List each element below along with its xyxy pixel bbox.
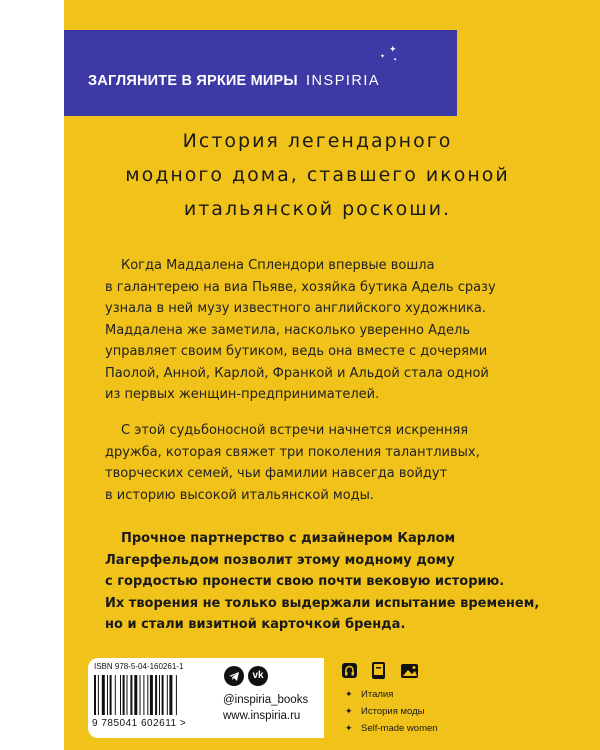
star-icon: ✦ — [345, 689, 353, 699]
website: www.inspiria.ru — [223, 710, 301, 722]
banner-brand: INSPIRIA — [306, 73, 381, 89]
tag-item — [345, 720, 438, 737]
text-line: Прочное партнерство с дизайнером Карлом — [121, 531, 456, 546]
description-paragraph-3 — [105, 528, 540, 636]
format-icons — [341, 661, 425, 685]
banner-slogan: ЗАГЛЯНИТЕ В ЯРКИЕ МИРЫ — [88, 73, 298, 89]
text-line: творческих семей, чьи фамилии навсегда войдут — [105, 466, 448, 481]
image-icon — [401, 664, 418, 678]
sparkle-icon: ✦ — [389, 45, 397, 55]
text-line: Маддалена же заметила, насколько уверенно Адель — [105, 322, 470, 338]
description-paragraph-2 — [105, 420, 535, 506]
star-icon: ✦ — [345, 723, 353, 733]
banner-text — [88, 73, 380, 89]
text-line: в историю высокой итальянской моды. — [105, 487, 375, 503]
telegram-icon — [224, 666, 244, 686]
sparkle-icon: ✦ — [380, 53, 386, 60]
star-icon: ✦ — [345, 706, 353, 716]
tag-item — [345, 703, 438, 720]
ebook-icon — [372, 662, 385, 679]
text-line: но и стали визитной карточкой бренда. — [105, 617, 406, 632]
description-paragraph-1 — [105, 255, 535, 406]
text-line: узнала в ней музу известного английского художника. — [105, 301, 487, 316]
text-line: в галантерею на виа Пьяве, хозяйка бутика Адель сразу — [105, 279, 496, 295]
genre-tags — [345, 686, 438, 737]
text-line: Когда Маддалена Сплендори впервые вошла — [121, 258, 435, 273]
tag-item — [345, 686, 438, 703]
sparkle-icon: ✦ — [393, 57, 398, 63]
text-line: дружба, которая свяжет три поколения талантливых, — [105, 444, 480, 460]
vk-label: vk — [252, 670, 264, 681]
audiobook-icon — [342, 663, 357, 678]
social-handle: @inspiria_books — [223, 694, 309, 706]
vk-icon — [248, 666, 268, 686]
headline-line: История легендарного — [182, 130, 453, 152]
barcode — [92, 675, 212, 717]
text-line: с гордостью пронести свою почти вековую историю. — [105, 574, 505, 589]
barcode-number: 9 785041 602611 > — [92, 718, 187, 729]
text-line: Паолой, Анной, Карлой, Франкой и Альдой стала одной — [105, 365, 489, 381]
tag-label: Self-made women — [361, 723, 438, 734]
text-line: из первых женщин-предпринимателей. — [105, 387, 380, 402]
text-line: управляет своим бутиком, ведь она вместе с дочерями — [105, 344, 488, 359]
tag-label: Италия — [361, 689, 394, 700]
tag-label: История моды — [361, 706, 425, 717]
headline-line: итальянской роскоши. — [183, 198, 452, 220]
text-line: Их творения не только выдержали испытание временем, — [105, 595, 540, 611]
text-line: Лагерфельдом позволит этому модному дому — [105, 552, 455, 568]
headline-line: модного дома, ставшего иконой — [125, 164, 510, 186]
isbn-number: ISBN 978-5-04-160261-1 — [94, 662, 184, 671]
text-line: С этой судьбоносной встречи начнется искренняя — [121, 423, 469, 438]
headline — [100, 124, 535, 226]
